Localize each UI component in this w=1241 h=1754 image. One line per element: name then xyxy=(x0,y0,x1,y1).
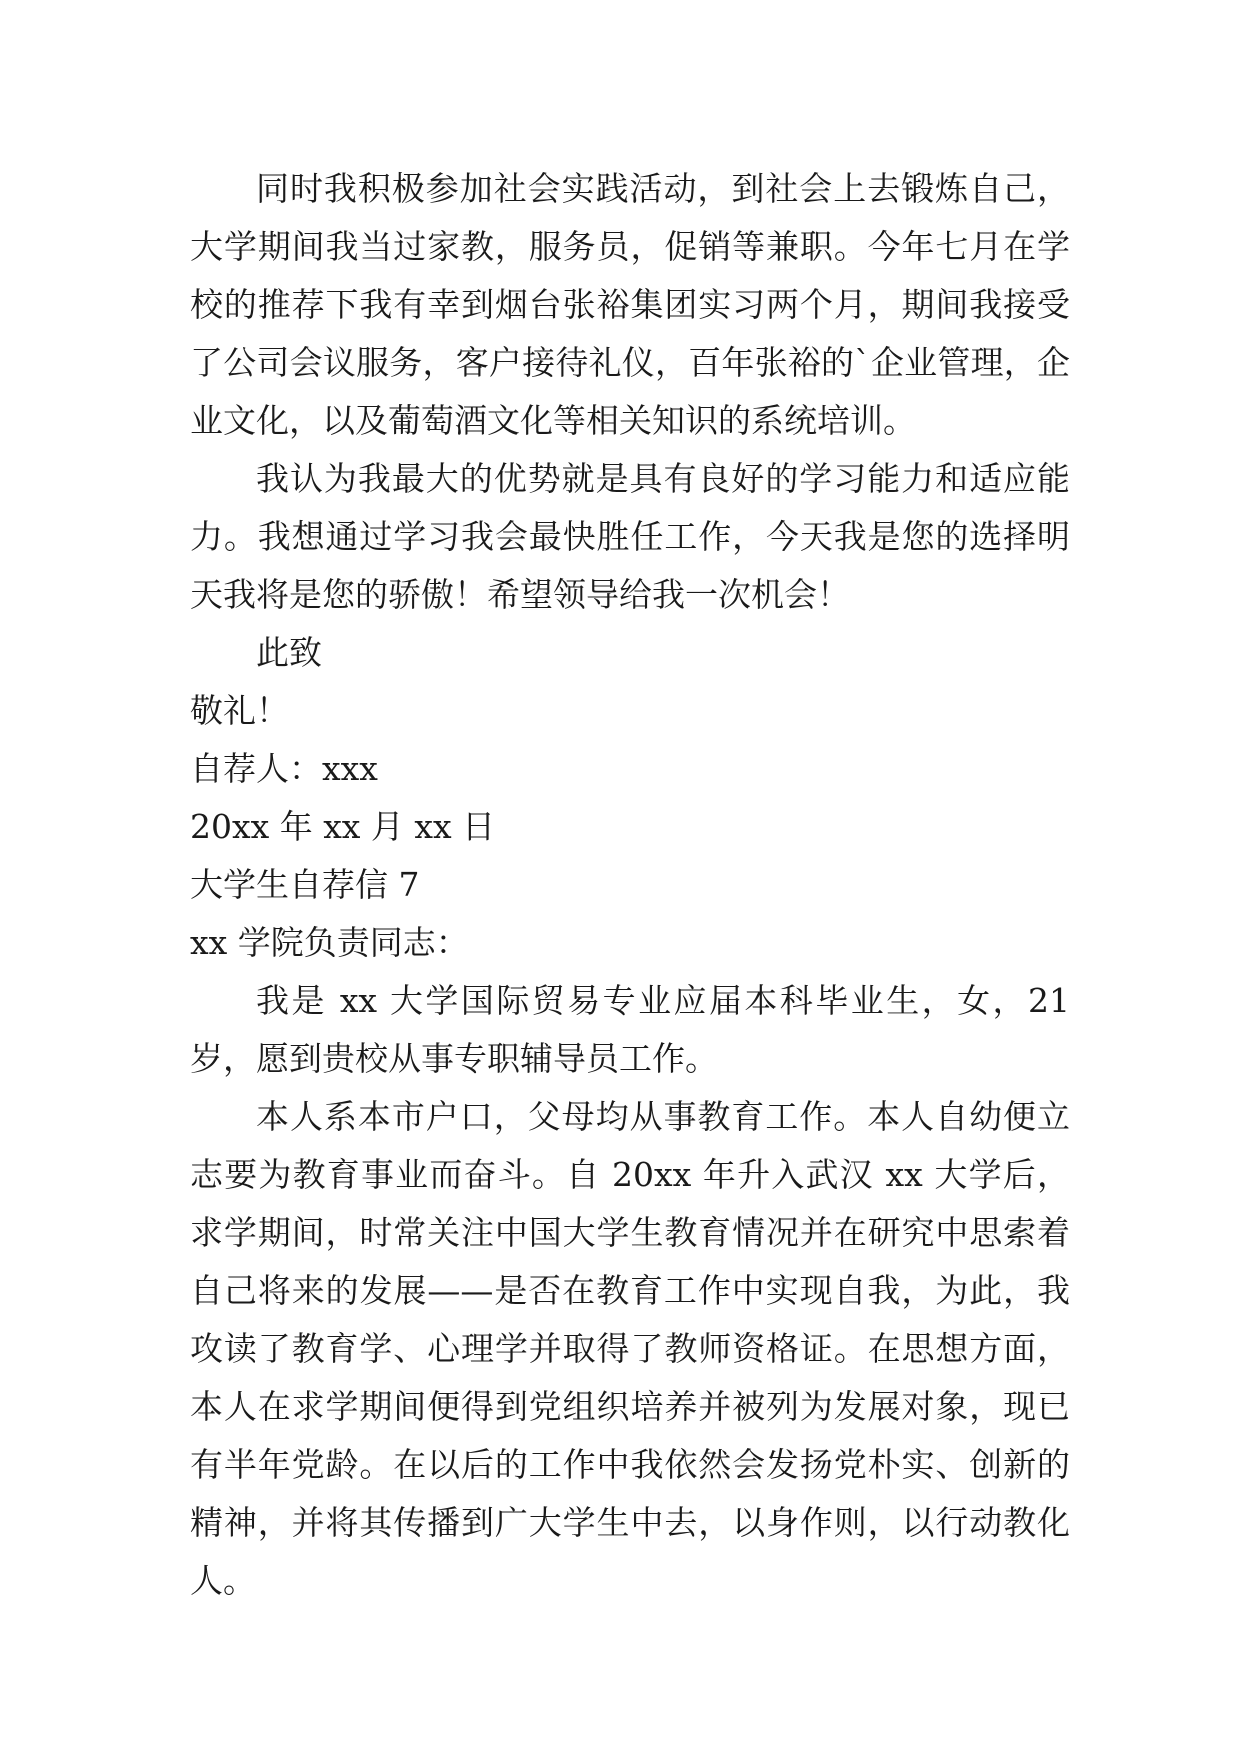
paragraph-social-practice: 同时我积极参加社会实践活动，到社会上去锻炼自己，大学期间我当过家教，服务员，促销等兼职。今年七月在学校的推荐下我有幸到烟台张裕集团实习两个月，期间我接受了公司会议服务，客户接待礼仪，百年张裕的`企业管理，企业文化，以及葡萄酒文化等相关知识的系统培训。 xyxy=(190,169,1070,440)
paragraph-background: 本人系本市户口，父母均从事教育工作。本人自幼便立志要为教育事业而奋斗。自 20xx 年升入武汉 xx 大学后，求学期间，时常关注中国大学生教育情况并在研究中思索着自己将来的发展——是否在教育工作中实现自我，为此，我攻读了教育学、心理学并取得了教师资格证。在思想方面，本人在求学期间便得到党组织培养并被列为发展对象，现已有半年党龄。在以后的工作中我依然会发扬党朴实、创新的精神，并将其传播到广大学生中去，以身作则，以行动教化人。 xyxy=(190,1097,1070,1600)
salute-line: 敬礼！ xyxy=(190,691,289,730)
letter-title: 大学生自荐信 7 xyxy=(190,865,420,904)
closing-line: 此致 xyxy=(256,633,322,672)
document-body xyxy=(190,160,1070,1610)
paragraph-strengths: 我认为我最大的优势就是具有良好的学习能力和适应能力。我想通过学习我会最快胜任工作，今天我是您的选择明天我将是您的骄傲！希望领导给我一次机会！ xyxy=(190,459,1070,614)
signer-line: 自荐人：xxx xyxy=(190,749,378,788)
recipient-line: xx 学院负责同志： xyxy=(190,923,469,962)
paragraph-introduction: 我是 xx 大学国际贸易专业应届本科毕业生，女，21 岁，愿到贵校从事专职辅导员工作。 xyxy=(190,981,1070,1078)
date-line: 20xx 年 xx 月 xx 日 xyxy=(190,807,496,846)
